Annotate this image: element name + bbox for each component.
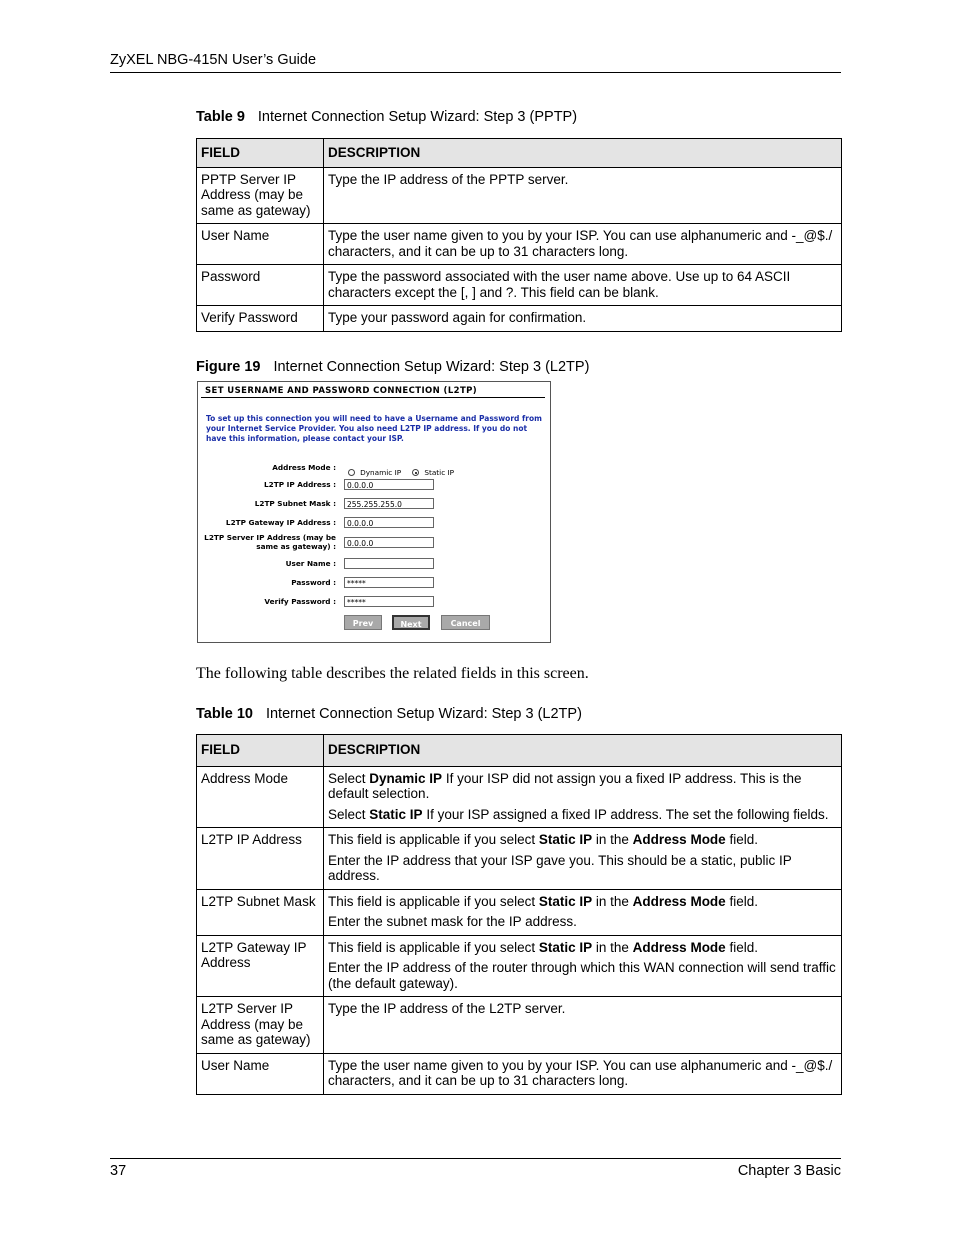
- column-header-field: FIELD: [197, 139, 324, 168]
- description-cell: This field is applicable if you select Static IP in the Address Mode field. Enter the subnet mask for the IP address.: [324, 889, 842, 935]
- table9-title: Internet Connection Setup Wizard: Step 3 (PPTP): [257, 109, 578, 125]
- field-cell: L2TP IP Address: [197, 828, 324, 890]
- l2tp-gateway-input[interactable]: 0.0.0.0: [344, 517, 434, 528]
- description-cell: Select Dynamic IP If your ISP did not assign you a fixed IP address. This is the default selection. Select Static IP If your ISP assigned a fixed IP address. The set the following fields.: [324, 766, 842, 828]
- figure19-caption: [196, 359, 589, 375]
- description-cell: This field is applicable if you select Static IP in the Address Mode field. Enter the IP address of the router through which this WAN connection will send traffic (the default gateway).: [324, 935, 842, 997]
- password-row: [198, 577, 550, 591]
- prev-button[interactable]: Prev: [344, 615, 382, 630]
- l2tp-subnet-mask-input[interactable]: 255.255.255.0: [344, 498, 434, 509]
- table-header-row: [197, 139, 842, 168]
- verify-password-label: Verify Password :: [264, 597, 336, 606]
- password-label: Password :: [291, 578, 336, 587]
- l2tp-server-row: [198, 534, 550, 556]
- figure19-title: Internet Connection Setup Wizard: Step 3 (L2TP): [273, 359, 590, 375]
- field-cell: PPTP Server IP Address (may be same as gateway): [197, 167, 324, 224]
- table9-caption: [196, 109, 577, 125]
- table-row: [197, 265, 842, 306]
- column-header-description: DESCRIPTION: [324, 139, 842, 168]
- table-row: [197, 997, 842, 1054]
- table10-caption: [196, 706, 582, 722]
- guide-title: ZyXEL NBG-415N User’s Guide: [110, 52, 317, 68]
- page-number: 37: [110, 1163, 127, 1179]
- next-button[interactable]: Next: [392, 615, 430, 630]
- dynamic-ip-label: Dynamic IP: [360, 468, 402, 477]
- dynamic-ip-radio[interactable]: [348, 469, 355, 476]
- table-row: [197, 889, 842, 935]
- chapter-name: Chapter 3 Basic: [737, 1163, 841, 1179]
- password-input[interactable]: *****: [344, 577, 434, 588]
- description-cell: Type the IP address of the PPTP server.: [324, 167, 842, 224]
- address-mode-row: [198, 462, 550, 476]
- table-row: [197, 935, 842, 997]
- user-name-row: [198, 558, 550, 572]
- table-row: [197, 167, 842, 224]
- user-name-input[interactable]: [344, 558, 434, 569]
- cancel-button[interactable]: Cancel: [441, 615, 490, 630]
- table10: [196, 734, 842, 1095]
- static-ip-label: Static IP: [424, 468, 455, 477]
- table-row: [197, 224, 842, 265]
- l2tp-ip-address-input[interactable]: 0.0.0.0: [344, 479, 434, 490]
- l2tp-server-label: L2TP Server IP Address (may be same as gateway) :: [204, 533, 336, 551]
- field-cell: Verify Password: [197, 306, 324, 332]
- column-header-description: DESCRIPTION: [324, 735, 842, 767]
- field-cell: L2TP Subnet Mask: [197, 889, 324, 935]
- table10-label: Table 10: [196, 706, 253, 722]
- l2tp-subnet-mask-label: L2TP Subnet Mask :: [254, 499, 336, 508]
- wizard-screenshot: [197, 381, 551, 643]
- static-ip-radio[interactable]: [412, 469, 419, 476]
- column-header-field: FIELD: [197, 735, 324, 767]
- l2tp-server-input[interactable]: 0.0.0.0: [344, 537, 434, 548]
- user-name-label: User Name :: [285, 559, 336, 568]
- verify-password-input[interactable]: *****: [344, 596, 434, 607]
- table-row: [197, 828, 842, 890]
- address-mode-label: Address Mode :: [272, 463, 336, 472]
- description-cell: Type your password again for confirmation.: [324, 306, 842, 332]
- figure19-label: Figure 19: [196, 359, 261, 375]
- l2tp-subnet-mask-row: [198, 498, 550, 512]
- table9-label: Table 9: [196, 109, 245, 125]
- intro-text: To set up this connection you will need to have a Username and Password from your Internet Service Provider. You also need L2TP IP address. If you do not have this information, please contact your ISP.: [206, 414, 542, 443]
- page-header: [110, 52, 841, 73]
- table-row: [197, 306, 842, 332]
- table-row: [197, 766, 842, 828]
- l2tp-ip-address-label: L2TP IP Address :: [264, 480, 336, 489]
- description-cell: Type the user name given to you by your ISP. You can use alphanumeric and -_@$./ characters, and it can be up to 31 characters long.: [324, 1053, 842, 1094]
- field-cell: User Name: [197, 224, 324, 265]
- verify-password-row: [198, 596, 550, 610]
- l2tp-gateway-label: L2TP Gateway IP Address :: [225, 518, 336, 527]
- description-cell: Type the password associated with the user name above. Use up to 64 ASCII characters except the [, ] and ?. This field can be blank.: [324, 265, 842, 306]
- field-cell: L2TP Gateway IP Address: [197, 935, 324, 997]
- field-cell: L2TP Server IP Address (may be same as gateway): [197, 997, 324, 1054]
- screen-title: SET USERNAME AND PASSWORD CONNECTION (L2TP): [201, 384, 545, 398]
- description-cell: This field is applicable if you select Static IP in the Address Mode field. Enter the IP address that your ISP gave you. This should be a static, public IP address.: [324, 828, 842, 890]
- l2tp-ip-address-row: [198, 479, 550, 493]
- field-cell: Password: [197, 265, 324, 306]
- table-row: [197, 1053, 842, 1094]
- page-footer: [110, 1158, 841, 1179]
- description-cell: Type the IP address of the L2TP server.: [324, 997, 842, 1054]
- table10-title: Internet Connection Setup Wizard: Step 3 (L2TP): [265, 706, 582, 722]
- description-cell: Type the user name given to you by your ISP. You can use alphanumeric and -_@$./ characters, and it can be up to 31 characters long.: [324, 224, 842, 265]
- l2tp-gateway-row: [198, 517, 550, 531]
- field-cell: User Name: [197, 1053, 324, 1094]
- field-cell: Address Mode: [197, 766, 324, 828]
- table-header-row: [197, 735, 842, 767]
- table9: [196, 138, 842, 332]
- body-paragraph: The following table describes the related fields in this screen.: [196, 665, 589, 682]
